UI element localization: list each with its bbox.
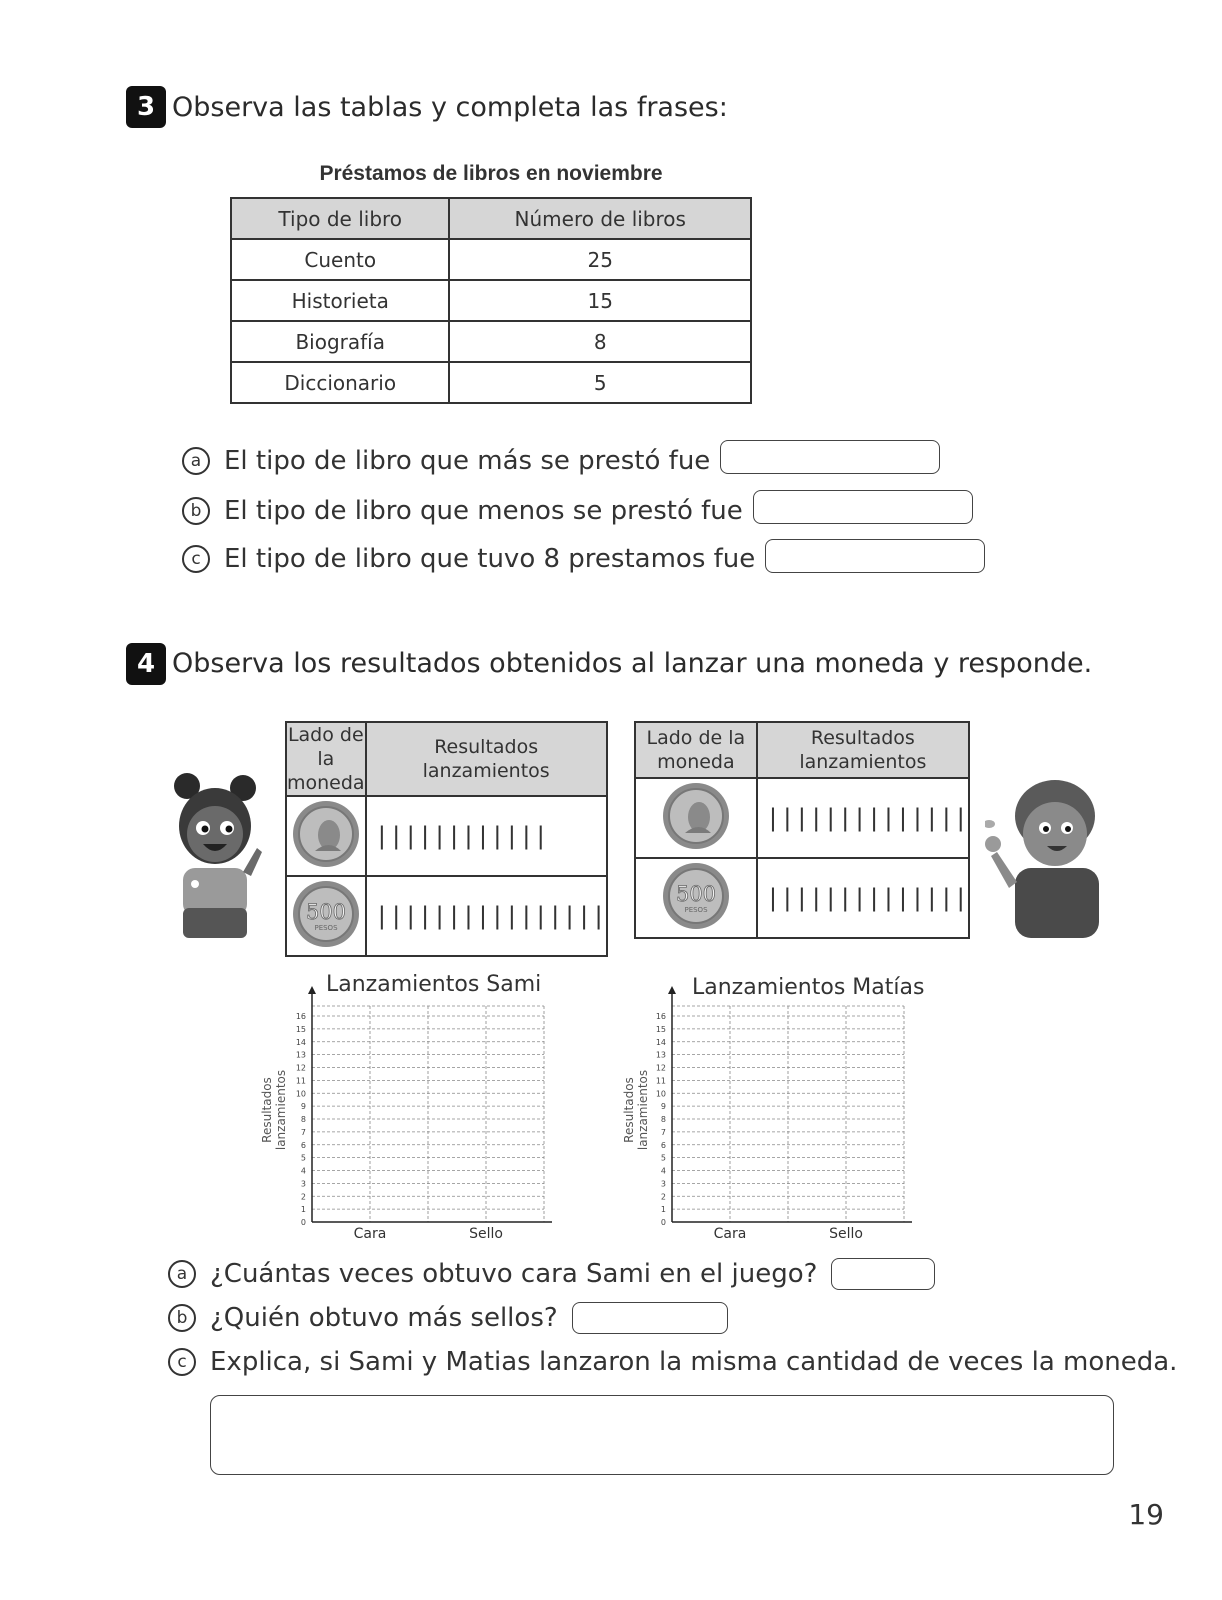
table-cell: Historieta <box>231 280 449 321</box>
question-a <box>168 1258 935 1290</box>
coin-results-table-matias <box>634 721 970 939</box>
exercise-instruction: Observa los resultados obtenidos al lanzar una moneda y responde. <box>172 648 1093 679</box>
chart-ylabel-sami <box>260 1050 288 1170</box>
column-header: Número de libros <box>449 198 751 239</box>
coin-unit-text: PESOS <box>684 906 708 914</box>
table-header-row <box>286 722 607 796</box>
explanation-answer-box[interactable] <box>210 1395 1114 1475</box>
ylabel-line: Resultados <box>622 1077 636 1143</box>
y-tick-label: 3 <box>300 1179 306 1189</box>
y-tick-label: 5 <box>300 1153 306 1163</box>
y-tick-label: 15 <box>655 1024 666 1034</box>
question-letter: c <box>168 1348 196 1376</box>
page-number: 19 <box>1128 1498 1164 1531</box>
ylabel-line: lanzamientos <box>274 1069 288 1151</box>
x-category-label: Sello <box>829 1226 863 1242</box>
header-line: Lado de la <box>646 727 746 749</box>
question-b <box>168 1302 728 1334</box>
y-tick-label: 11 <box>295 1076 306 1086</box>
y-tick-label: 0 <box>300 1218 306 1227</box>
chart-title-sami: Lanzamientos Sami <box>326 972 542 997</box>
y-tick-label: 9 <box>300 1102 306 1112</box>
y-axis-arrow-icon <box>308 986 316 994</box>
exercise-number-badge: 3 <box>126 86 166 128</box>
chart-ylabel-matias <box>622 1050 650 1170</box>
y-tick-label: 2 <box>300 1192 306 1202</box>
y-tick-label: 16 <box>655 1012 666 1021</box>
tally-marks-tails: |||||||||||||||| <box>366 876 607 956</box>
header-line: moneda <box>657 751 735 773</box>
answer-field[interactable] <box>831 1258 935 1290</box>
exercise-instruction: Observa las tablas y completa las frases: <box>172 92 728 123</box>
column-header <box>286 722 366 796</box>
table-cell: Biografía <box>231 321 449 362</box>
ylabel-line: Resultados <box>260 1077 274 1143</box>
x-category-label: Cara <box>713 1226 747 1242</box>
coin-tails-cell <box>286 876 366 956</box>
y-tick-label: 7 <box>660 1127 666 1137</box>
table-cell: 15 <box>449 280 751 321</box>
table-row <box>231 239 751 280</box>
question-c <box>182 544 985 574</box>
question-text: El tipo de libro que menos se prestó fue <box>224 496 743 526</box>
answer-field[interactable] <box>572 1302 728 1334</box>
question-letter: c <box>182 545 210 573</box>
question-b <box>182 496 973 526</box>
y-tick-label: 5 <box>660 1153 666 1163</box>
y-tick-label: 8 <box>660 1115 666 1124</box>
y-tick-label: 14 <box>655 1037 666 1047</box>
table-header-row <box>635 722 969 778</box>
y-tick-label: 1 <box>300 1205 306 1215</box>
y-tick-label: 0 <box>660 1218 666 1227</box>
y-tick-label: 13 <box>295 1050 306 1060</box>
header-line: moneda <box>287 772 365 794</box>
question-letter: a <box>182 447 210 475</box>
x-category-label: Cara <box>353 1226 387 1242</box>
table-row <box>635 778 969 858</box>
column-header <box>366 722 607 796</box>
column-header: Tipo de libro <box>231 198 449 239</box>
y-tick-label: 2 <box>660 1192 666 1202</box>
chart-sami <box>292 980 572 1250</box>
table-cell: Diccionario <box>231 362 449 403</box>
answer-field[interactable] <box>720 440 940 474</box>
chart-title-matias: Lanzamientos Matías <box>692 975 925 1000</box>
table-cell: 25 <box>449 239 751 280</box>
y-tick-label: 3 <box>660 1179 666 1189</box>
y-tick-label: 9 <box>660 1102 666 1112</box>
question-text: ¿Cuántas veces obtuvo cara Sami en el juego? <box>210 1259 818 1289</box>
question-text: El tipo de libro que tuvo 8 prestamos fue <box>224 544 756 574</box>
question-a <box>182 446 940 476</box>
header-line: lanzamientos <box>422 760 550 782</box>
y-tick-label: 8 <box>300 1115 306 1124</box>
tally-marks-tails: |||||||||||||| <box>757 858 969 938</box>
y-tick-label: 4 <box>300 1166 306 1176</box>
question-letter: b <box>182 497 210 525</box>
y-tick-label: 12 <box>655 1063 666 1073</box>
header-line: lanzamientos <box>799 751 927 773</box>
coin-value-text: 500 <box>305 900 346 924</box>
coin-results-table-sami <box>285 721 608 957</box>
table-caption: Préstamos de libros en noviembre <box>319 162 663 185</box>
y-tick-label: 10 <box>655 1089 666 1099</box>
chart-matias <box>652 980 932 1250</box>
tally-marks-heads: |||||||||||||| <box>757 778 969 858</box>
y-tick-label: 13 <box>655 1050 666 1060</box>
tally-marks-heads: |||||||||||| <box>366 796 607 876</box>
table-row <box>231 280 751 321</box>
header-line: Resultados <box>434 736 539 758</box>
exercise-number-badge: 4 <box>126 643 166 685</box>
coin-value-text: 500 <box>675 882 716 906</box>
table-cell: 8 <box>449 321 751 362</box>
y-tick-label: 15 <box>295 1024 306 1034</box>
table-cell: 5 <box>449 362 751 403</box>
y-tick-label: 7 <box>300 1127 306 1137</box>
answer-field[interactable] <box>765 539 985 573</box>
y-tick-label: 11 <box>655 1076 666 1086</box>
table-row <box>635 858 969 938</box>
question-c <box>168 1347 1177 1377</box>
y-tick-label: 14 <box>295 1037 306 1047</box>
y-tick-label: 10 <box>295 1089 306 1099</box>
x-category-label: Sello <box>469 1226 503 1242</box>
question-letter: b <box>168 1304 196 1332</box>
y-tick-label: 12 <box>295 1063 306 1073</box>
coin-heads-cell <box>635 778 757 858</box>
coin-tails-icon <box>661 861 731 931</box>
table-header-row <box>231 198 751 239</box>
books-loan-table <box>230 197 752 404</box>
coin-tails-icon <box>291 879 361 949</box>
y-tick-label: 1 <box>660 1205 666 1215</box>
table-cell: Cuento <box>231 239 449 280</box>
header-line: Resultados <box>810 727 915 749</box>
ylabel-line: lanzamientos <box>636 1069 650 1151</box>
question-text: Explica, si Sami y Matias lanzaron la misma cantidad de veces la moneda. <box>210 1347 1178 1377</box>
column-header <box>757 722 969 778</box>
coin-heads-cell <box>286 796 366 876</box>
question-letter: a <box>168 1260 196 1288</box>
y-axis-arrow-icon <box>668 986 676 994</box>
answer-field[interactable] <box>753 490 973 524</box>
y-tick-label: 6 <box>660 1140 666 1150</box>
question-text: ¿Quién obtuvo más sellos? <box>210 1303 558 1333</box>
table-row <box>231 362 751 403</box>
table-row <box>286 876 607 956</box>
question-text: El tipo de libro que más se prestó fue <box>224 446 711 476</box>
boy-illustration <box>985 772 1105 938</box>
header-line: Lado de la <box>287 724 364 770</box>
coin-unit-text: PESOS <box>314 924 338 932</box>
y-tick-label: 16 <box>295 1012 306 1021</box>
coin-heads-icon <box>661 781 731 851</box>
y-tick-label: 6 <box>300 1140 306 1150</box>
table-row <box>286 796 607 876</box>
table-row <box>231 321 751 362</box>
girl-illustration <box>165 768 265 938</box>
coin-tails-cell <box>635 858 757 938</box>
coin-heads-icon <box>291 799 361 869</box>
y-tick-label: 4 <box>660 1166 666 1176</box>
column-header <box>635 722 757 778</box>
